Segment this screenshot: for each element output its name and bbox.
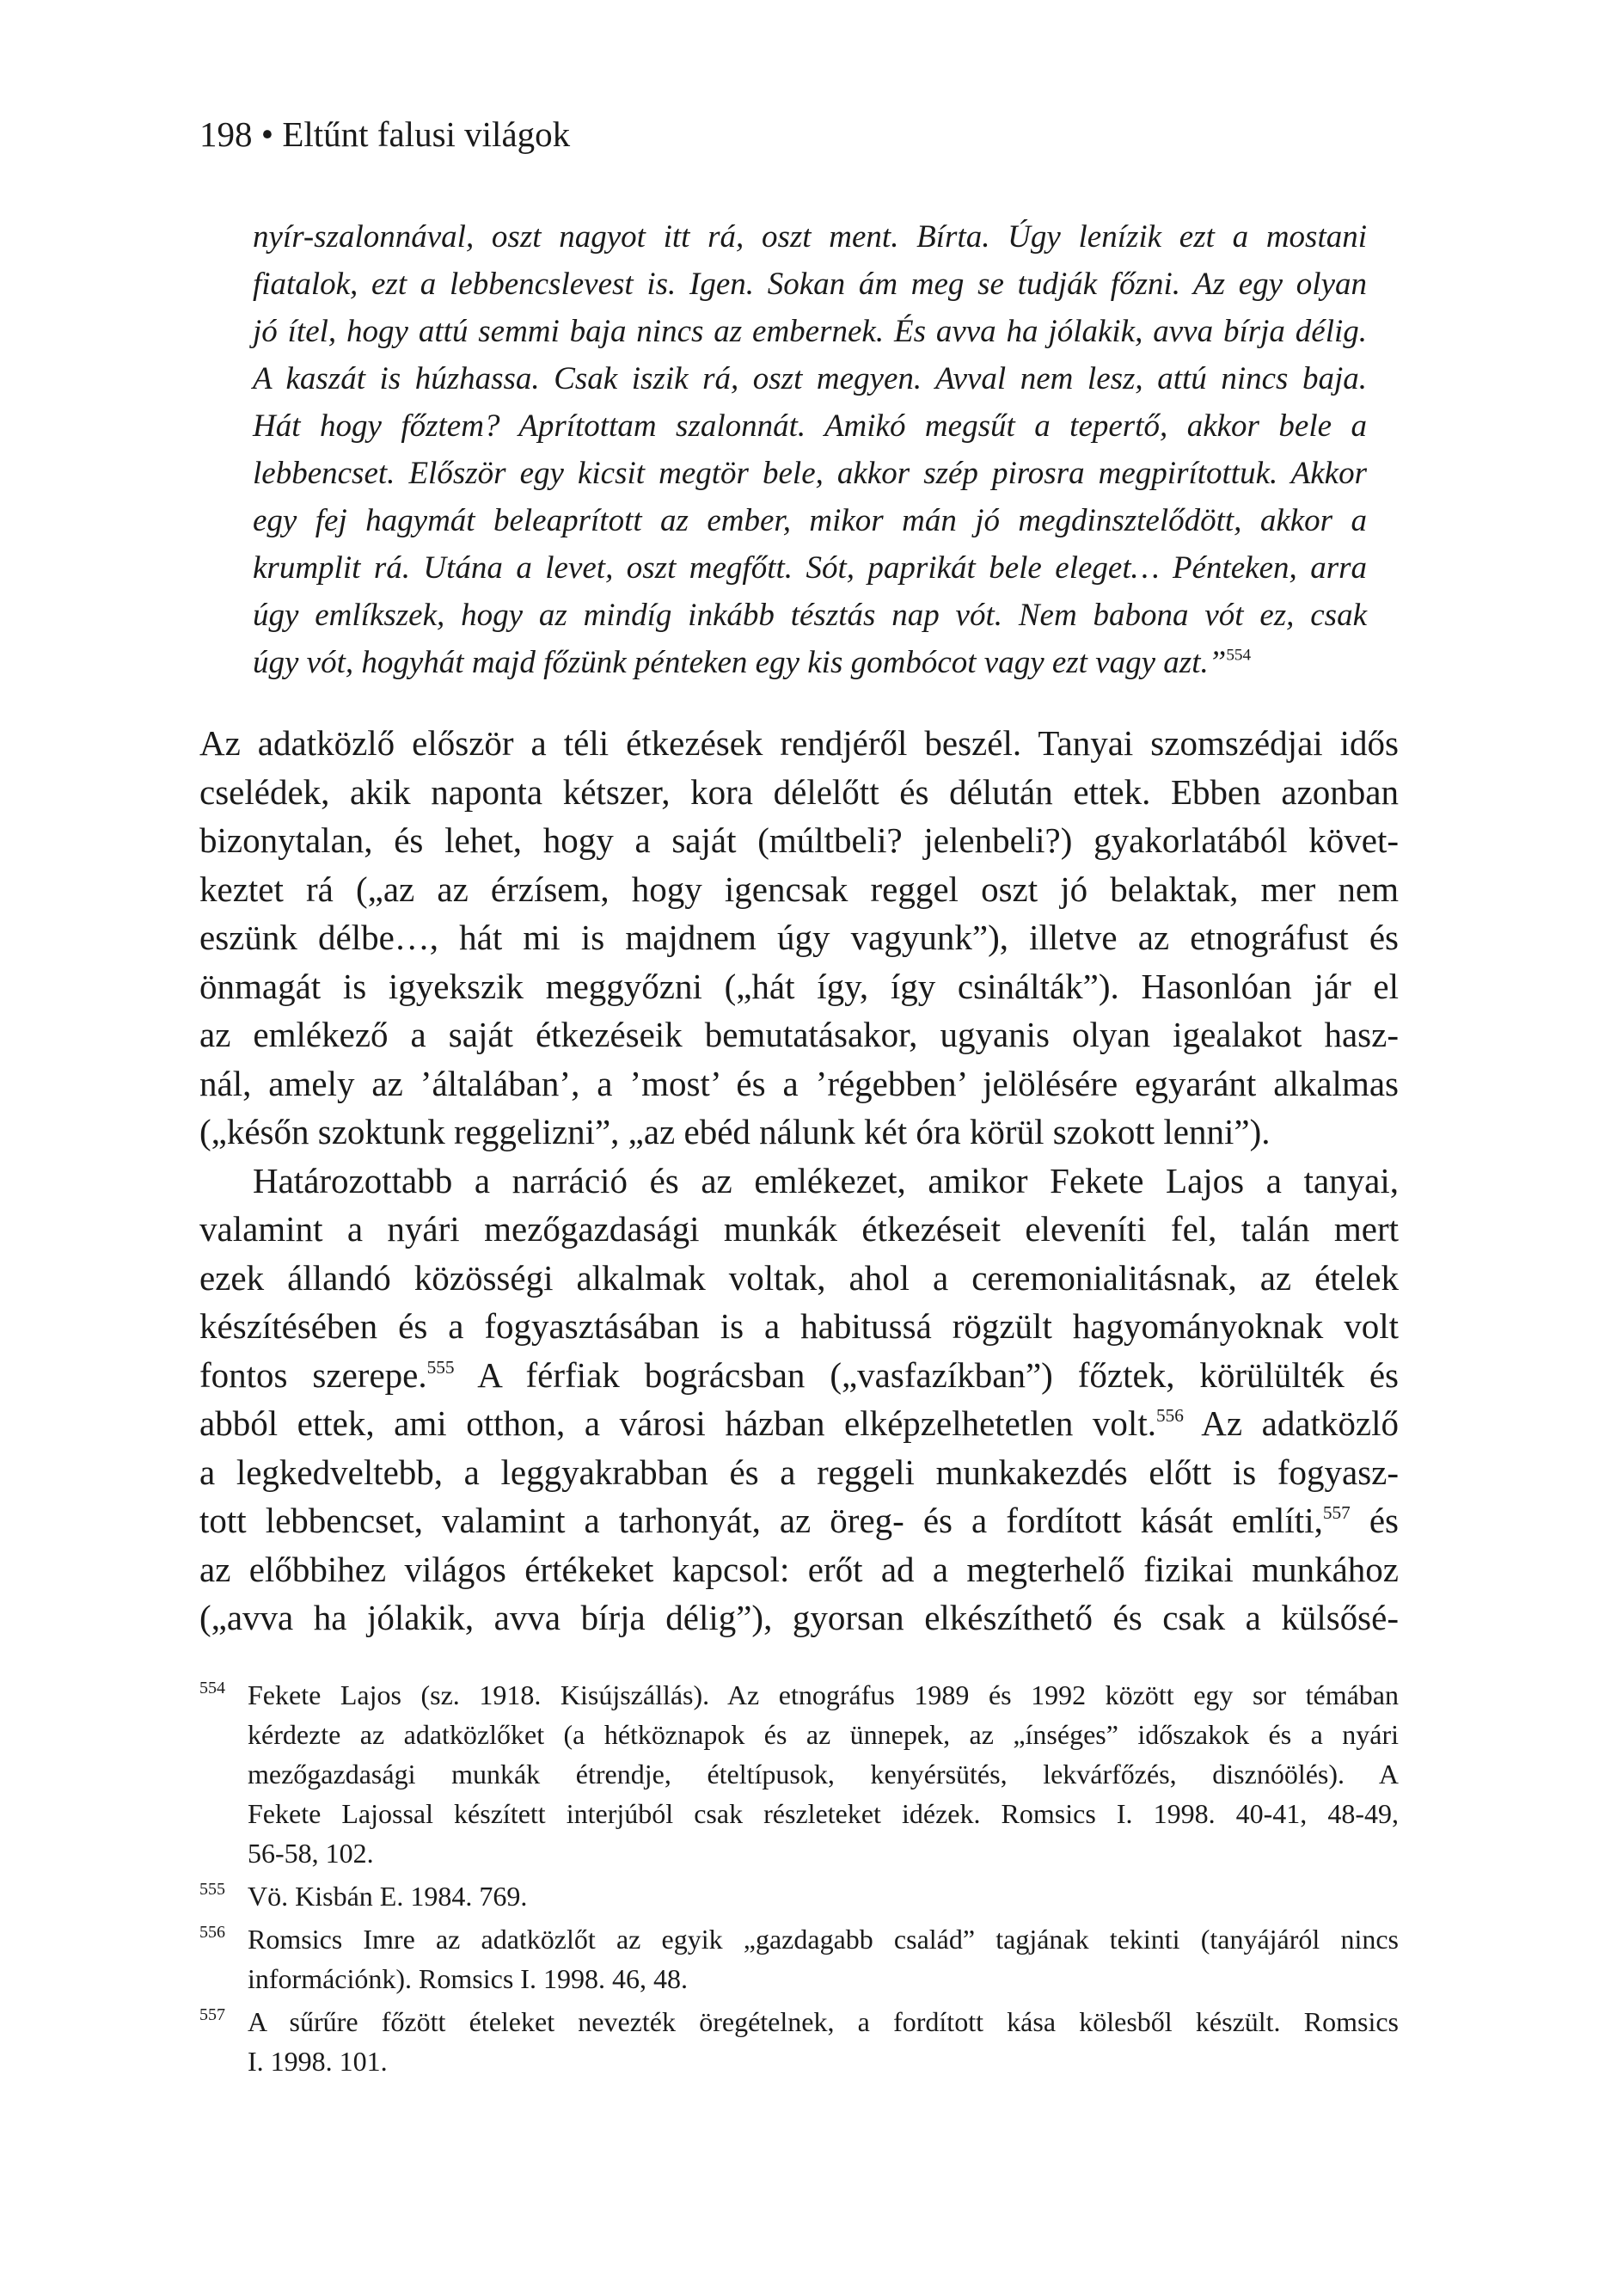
quote-line-text: úgy vót, hogyhát majd főzünk pénteken egy kis gombócot vagy ezt vagy azt.” <box>253 645 1227 680</box>
quote-line: fiatalok, ezt a lebbencslevest is. Igen. Sokan ám meg se tudják főzni. Az egy olyan <box>253 267 1367 302</box>
footnote-number: 557 <box>199 2005 225 2024</box>
body-line: keztet rá („az az érzísem, hogy igencsak reggel oszt jó belaktak, mer nem <box>199 869 1399 909</box>
quote-line-last <box>253 639 1367 686</box>
footnote-line: I. 1998. 101. <box>248 2046 388 2077</box>
footnote-556 <box>199 1919 1399 1998</box>
footnote-number: 554 <box>199 1679 225 1697</box>
footnote-line: Fekete Lajossal készített interjúból csak részleteket idézek. Romsics I. 1998. 40-41, 48-49, <box>248 1798 1399 1829</box>
body-text-segment: abból ettek, ami otthon, a városi házban elképzelhetetlen volt. <box>199 1403 1156 1443</box>
quote-line: nyír-szalonnával, oszt nagyot itt rá, oszt ment. Bírta. Úgy lenízik ezt a mostani <box>253 219 1367 255</box>
body-line: („későn szoktunk reggelizni”, „az ebéd nálunk két óra körül szokott lenni”). <box>199 1112 1271 1151</box>
body-line: cselédek, akik naponta kétszer, kora délelőtt és délután ettek. Ebben azonban <box>199 771 1399 812</box>
body-line <box>199 1399 1399 1448</box>
body-line <box>199 1496 1399 1545</box>
footnote-number: 555 <box>199 1880 225 1899</box>
footnotes <box>199 1675 1399 2084</box>
quote-line: egy fej hagymát beleaprított az ember, mikor mán jó megdinsztelődött, akkor a <box>253 503 1367 538</box>
body-line: valamint a nyári mezőgazdasági munkák étkezéseit eleveníti fel, talán mert <box>199 1209 1399 1249</box>
quote-line: úgy emlíkszek, hogy az mindíg inkább tésztás nap vót. Nem babona vót ez, csak <box>253 598 1367 633</box>
body-text-segment: A férfiak bográcsban („vasfazíkban”) főztek, körülülték és <box>454 1354 1399 1395</box>
body-text-segment: Az adatközlő <box>1183 1403 1400 1443</box>
body-line: ezek állandó közösségi alkalmak voltak, ahol a ceremonialitásnak, az ételek <box>199 1257 1399 1298</box>
footnote-ref-556[interactable]: 556 <box>1155 1405 1184 1427</box>
quote-line: lebbencset. Először egy kicsit megtör bele, akkor szép pirosra megpirítottuk. Akkor <box>253 456 1367 491</box>
footnote-ref-555[interactable]: 555 <box>426 1356 455 1378</box>
footnote-line: 56-58, 102. <box>248 1838 374 1869</box>
body-line: a legkedveltebb, a leggyakrabban és a reggeli munkakezdés előtt is fogyasz- <box>199 1452 1399 1492</box>
quote-line: jó ítel, hogy attú semmi baja nincs az embernek. És avva ha jólakik, avva bírja délig. <box>253 314 1367 349</box>
body-line: eszünk délbe…, hát mi is majdnem úgy vagyunk”), illetve az etnográfust és <box>199 918 1399 957</box>
footnote-line: A sűrűre főzött ételeket nevezték öregételnek, a fordított kása kölesből készült. Romsics <box>248 2006 1399 2037</box>
block-quote <box>253 213 1367 686</box>
body-text <box>199 719 1399 1642</box>
body-text-segment: fontos szerepe. <box>199 1354 427 1395</box>
footnote-554 <box>199 1675 1399 1873</box>
footnote-555 <box>199 1876 1399 1916</box>
footnote-line: mezőgazdasági munkák étrendje, ételtípusok, kenyérsütés, lekvárfőzés, disznóölés). A <box>248 1759 1399 1790</box>
body-line: önmagát is igyekszik meggyőzni („hát így, így csinálták”). Hasonlóan jár el <box>199 966 1399 1006</box>
footnote-line: Fekete Lajos (sz. 1918. Kisújszállás). Az etnográfus 1989 és 1992 között egy sor témában <box>248 1679 1399 1710</box>
body-line: Határozottabb a narráció és az emlékezet, amikor Fekete Lajos a tanyai, <box>253 1160 1399 1200</box>
footnote-line: információnk). Romsics I. 1998. 46, 48. <box>248 1963 688 1994</box>
footnote-ref-557[interactable]: 557 <box>1322 1502 1351 1524</box>
quote-line: Hát hogy főztem? Aprítottam szalonnát. Amikó megsűt a tepertő, akkor bele a <box>253 408 1367 444</box>
quote-line: krumplit rá. Utána a levet, oszt megfőtt. Sót, paprikát bele eleget… Pénteken, arra <box>253 550 1367 586</box>
body-line: bizonytalan, és lehet, hogy a saját (múltbeli? jelenbeli?) gyakorlatából követ- <box>199 820 1399 860</box>
body-line <box>199 1351 1399 1400</box>
quote-line: A kaszát is húzhassa. Csak iszik rá, oszt megyen. Avval nem lesz, attú nincs baja. <box>253 361 1367 396</box>
footnote-line: kérdezte az adatközlőket (a hétköznapok és az ünnepek, az „ínséges” időszakok és a nyári <box>248 1719 1399 1750</box>
footnote-number: 556 <box>199 1923 225 1942</box>
body-text-segment: és <box>1350 1501 1399 1540</box>
body-line: az előbbihez világos értékeket kapcsol: erőt ad a megterhelő fizikai munkához <box>199 1549 1399 1589</box>
body-text-segment: tott lebbencset, valamint a tarhonyát, az öreg- és a fordított kását említi, <box>199 1501 1323 1540</box>
footnote-line: Vö. Kisbán E. 1984. 769. <box>248 1881 528 1912</box>
body-line: az emlékező a saját étkezéseik bemutatásakor, ugyanis olyan igealakot hasz- <box>199 1015 1399 1054</box>
paragraph-1 <box>199 719 1399 1157</box>
running-head: 198 • Eltűnt falusi világok <box>199 114 571 154</box>
body-line: („avva ha jólakik, avva bírja délig”), gyorsan elkészíthető és csak a külsősé- <box>199 1598 1399 1637</box>
body-line: nál, amely az ’általában’, a ’most’ és a ’régebben’ jelölésére egyaránt alkalmas <box>199 1063 1399 1103</box>
footnote-line: Romsics Imre az adatközlőt az egyik „gazdagabb család” tagjának tekinti (tanyájáról nincs <box>248 1924 1399 1955</box>
body-line: készítésében és a fogyasztásában is a habitussá rögzült hagyományoknak volt <box>199 1306 1399 1346</box>
footnote-557 <box>199 2002 1399 2081</box>
footnote-ref-554[interactable]: 554 <box>1226 646 1252 665</box>
body-line: Az adatközlő először a téli étkezések rendjéről beszél. Tanyai szomszédjai idős <box>199 723 1399 763</box>
paragraph-2 <box>199 1157 1399 1642</box>
